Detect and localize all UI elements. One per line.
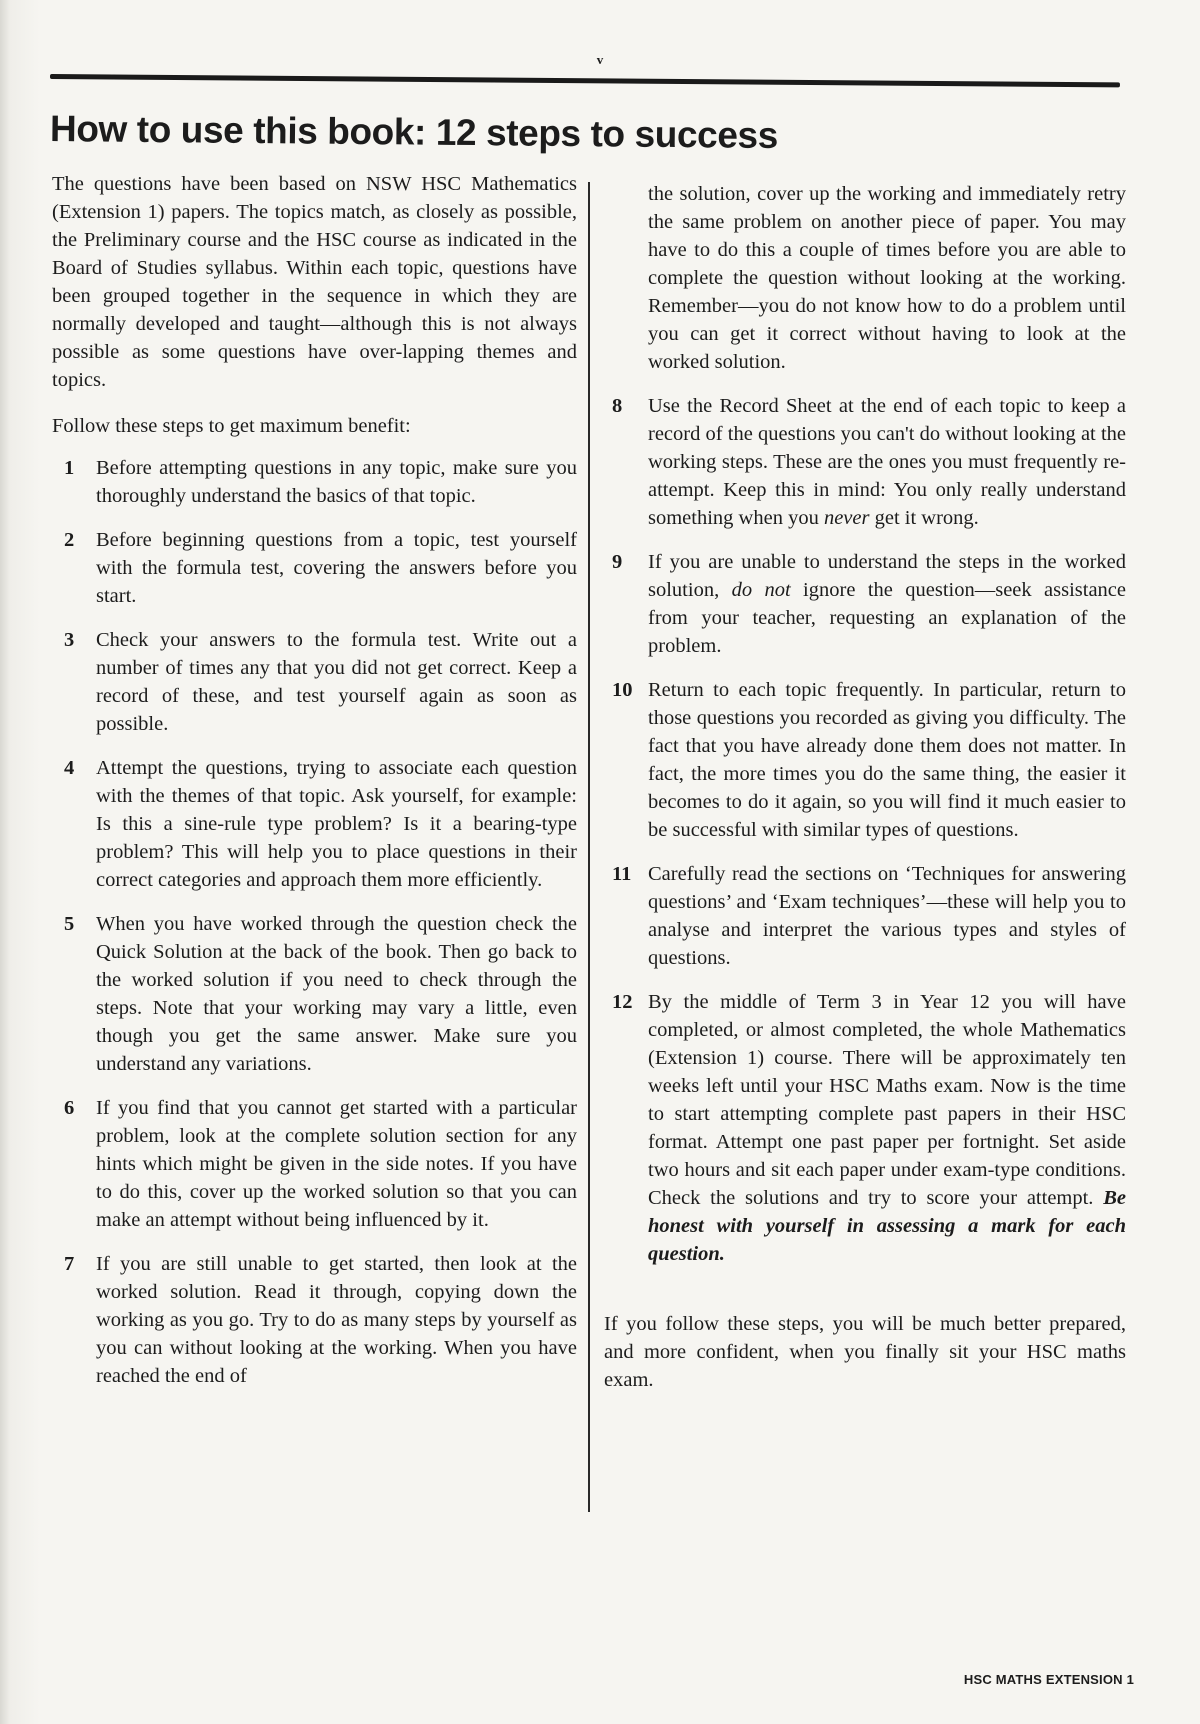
step-text: If you find that you cannot get started with a particular problem, look at the complete solution section for any hints which might be given in the side notes. If you have to do this, cover up the worked solution so that you can make an attempt without being influenced by it. (96, 1097, 577, 1231)
step-10 (604, 676, 1126, 844)
step-number: 6 (64, 1097, 75, 1119)
step-6 (52, 1094, 577, 1234)
step-text: Before attempting questions in any topic, make sure you thoroughly understand the basics of that topic. (96, 457, 577, 507)
intro-paragraph: The questions have been based on NSW HSC Mathematics (Extension 1) papers. The topics match, as closely as possible, the Preliminary course and the HSC course as indicated in the Board of Studies syllabus. Within each topic, questions have been grouped together in the sequence in which they are normally developed and taught—although this is not always possible as some questions have over-lapping themes and topics. (52, 173, 577, 391)
step-1 (52, 454, 577, 510)
step-number: 2 (64, 529, 75, 551)
header-rule (50, 74, 1120, 87)
step-text: Return to each topic frequently. In particular, return to those questions you recorded as giving you difficulty. The fact that you have already done them does not matter. In fact, the more times you do the same thing, the easier it becomes to do it again, so you will find it much easier to be successful with similar types of questions. (648, 679, 1126, 841)
step-number: 4 (64, 757, 75, 779)
step-number: 7 (64, 1253, 75, 1275)
step-8 (604, 392, 1126, 532)
step-number: 12 (612, 991, 633, 1013)
step-number: 1 (64, 457, 75, 479)
step-text: Attempt the questions, trying to associate each question with the themes of that topic. Ask yourself, for example: Is this a sine-rule type problem? Is it a bearing-type problem? This will help you to place questions in their correct categories and approach them more efficiently. (96, 757, 577, 891)
page-number: v (596, 52, 604, 67)
step-text: Use the Record Sheet at the end of each topic to keep a record of the questions you can't do without looking at the working steps. These are the ones you must frequently re-attempt. Keep this in mind: You only really understand something when you never get it wrong. (648, 395, 1126, 529)
closing-paragraph: If you follow these steps, you will be much better prepared, and more confident, when you finally sit your HSC maths exam. (604, 1313, 1126, 1391)
step-text: By the middle of Term 3 in Year 12 you will have completed, or almost completed, the whole Mathematics (Extension 1) course. There will be approximately ten weeks left until your HSC Maths exam. Now is the time to start attempting complete past papers in their HSC format. Attempt one past paper per fortnight. Set aside two hours and sit each paper under exam-type conditions. Check the solutions and try to score your attempt. Be honest with yourself in assessing a mark for each question. (648, 991, 1126, 1265)
step-2 (52, 526, 577, 610)
step-number: 5 (64, 913, 75, 935)
step-4 (52, 754, 577, 894)
step-text: When you have worked through the question check the Quick Solution at the back of the book. Then go back to the worked solution if you need to check through the steps. Note that your working may vary a little, even though you get the same answer. Make sure you understand any variations. (96, 913, 577, 1075)
column-divider (588, 182, 590, 1512)
step-5 (52, 910, 577, 1078)
step-number: 3 (64, 629, 75, 651)
step-text: If you are still unable to get started, then look at the worked solution. Read it through, copying down the working as you go. Try to do as many steps by yourself as you can without looking at the working. When you have reached the end of (96, 1253, 577, 1387)
step-text: If you are unable to understand the steps in the worked solution, do not ignore the question—seek assistance from your teacher, requesting an explanation of the problem. (648, 551, 1126, 657)
step-text: Before beginning questions from a topic, test yourself with the formula test, covering the answers before you start. (96, 529, 577, 607)
step-7 (52, 1250, 577, 1390)
step-number: 10 (612, 679, 633, 701)
step-9 (604, 548, 1126, 660)
step-text: Check your answers to the formula test. Write out a number of times any that you did not get correct. Keep a record of these, and test yourself again as soon as possible. (96, 629, 577, 735)
step-7-continued: the solution, cover up the working and immediately retry the same problem on another piece of paper. You may have to do this a couple of times before you are able to complete the question without looking at the working. Remember—you do not know how to do a problem until you can get it correct without having to look at the worked solution. (648, 183, 1126, 373)
step-number: 11 (612, 863, 632, 885)
step-11 (604, 860, 1126, 972)
follow-steps-line: Follow these steps to get maximum benefit: (52, 415, 411, 437)
step-12 (604, 988, 1126, 1268)
step-number: 8 (612, 395, 623, 417)
page-title: How to use this book: 12 steps to success (49, 108, 779, 156)
step-3 (52, 626, 577, 738)
step-text: Carefully read the sections on ‘Techniques for answering questions’ and ‘Exam techniques’—these will help you to analyse and interpret the various types and styles of questions. (648, 863, 1126, 969)
left-column (52, 170, 577, 1406)
running-footer: HSC MATHS EXTENSION 1 (963, 1672, 1134, 1687)
step-number: 9 (612, 551, 623, 573)
right-column (604, 180, 1126, 1408)
